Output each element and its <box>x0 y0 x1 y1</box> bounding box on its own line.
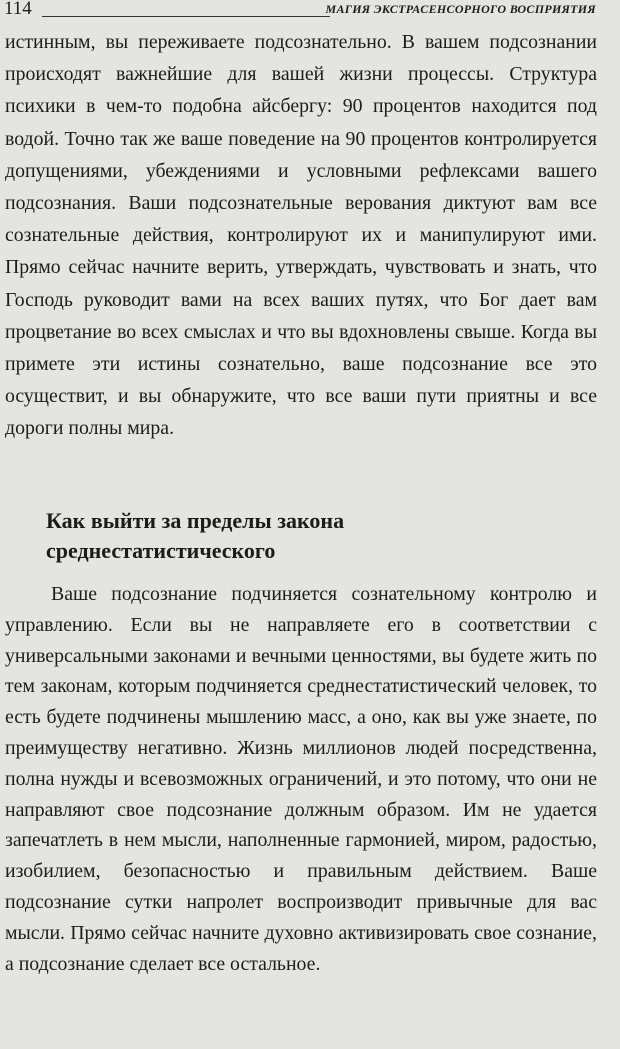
body-paragraph-2: Ваше подсознание подчиняется сознательному контролю и управлению. Если вы не направляете его в соответствии с универсальными законами и вечными ценностями, вы будете жить по тем законам, которым подчиняется среднестатистический человек, то есть будете подчинены мышлению масс, а оно, как вы уже знаете, по преимуществу негативно. Жизнь миллионов людей посредственна, полна нужды и всевозможных ограничений, и это потому, что они не направляют свое подсознание должным образом. Им не удается запечатлеть в нем мысли, наполненные гармонией, миром, радостью, изобилием, безопасностью и правильным действием. Ваше подсознание сутки напролет воспроизводит привычные для вас мысли. Прямо сейчас начните духовно активизировать свое сознание, а подсознание сделает все остальное. <box>5 583 597 975</box>
running-title: МАГИЯ ЭКСТРАСЕНСОРНОГО ВОСПРИЯТИЯ <box>325 2 596 16</box>
header-rule <box>42 16 330 17</box>
section-heading: Как выйти за пределы закона среднестатистического <box>46 508 345 563</box>
body-paragraph-1: истинным, вы переживаете подсознательно. В вашем подсознании происходят важнейшие для вашей жизни процессы. Структура психики в чем-то подобна айсбергу: 90 процентов находится под водой. Точно так же ваше поведение на 90 процентов контролируется допущениями, убеждениями и условными рефлексами вашего подсознания. Ваши подсознательные верования диктуют вам все сознательные действия, контролируют их и манипулируют ими. Прямо сейчас начните верить, утверждать, чувствовать и знать, что Господь руководит вами на всех ваших путях, что Бог дает вам процветание во всех смыслах и что вы вдохновлены свыше. Когда вы примете эти истины сознательно, ваше подсознание все это осуществит, и вы обнаружите, что все ваши пути приятны и все дороги полны мира. <box>5 31 597 440</box>
page-number: 114 <box>4 0 32 19</box>
page-header <box>4 0 596 20</box>
